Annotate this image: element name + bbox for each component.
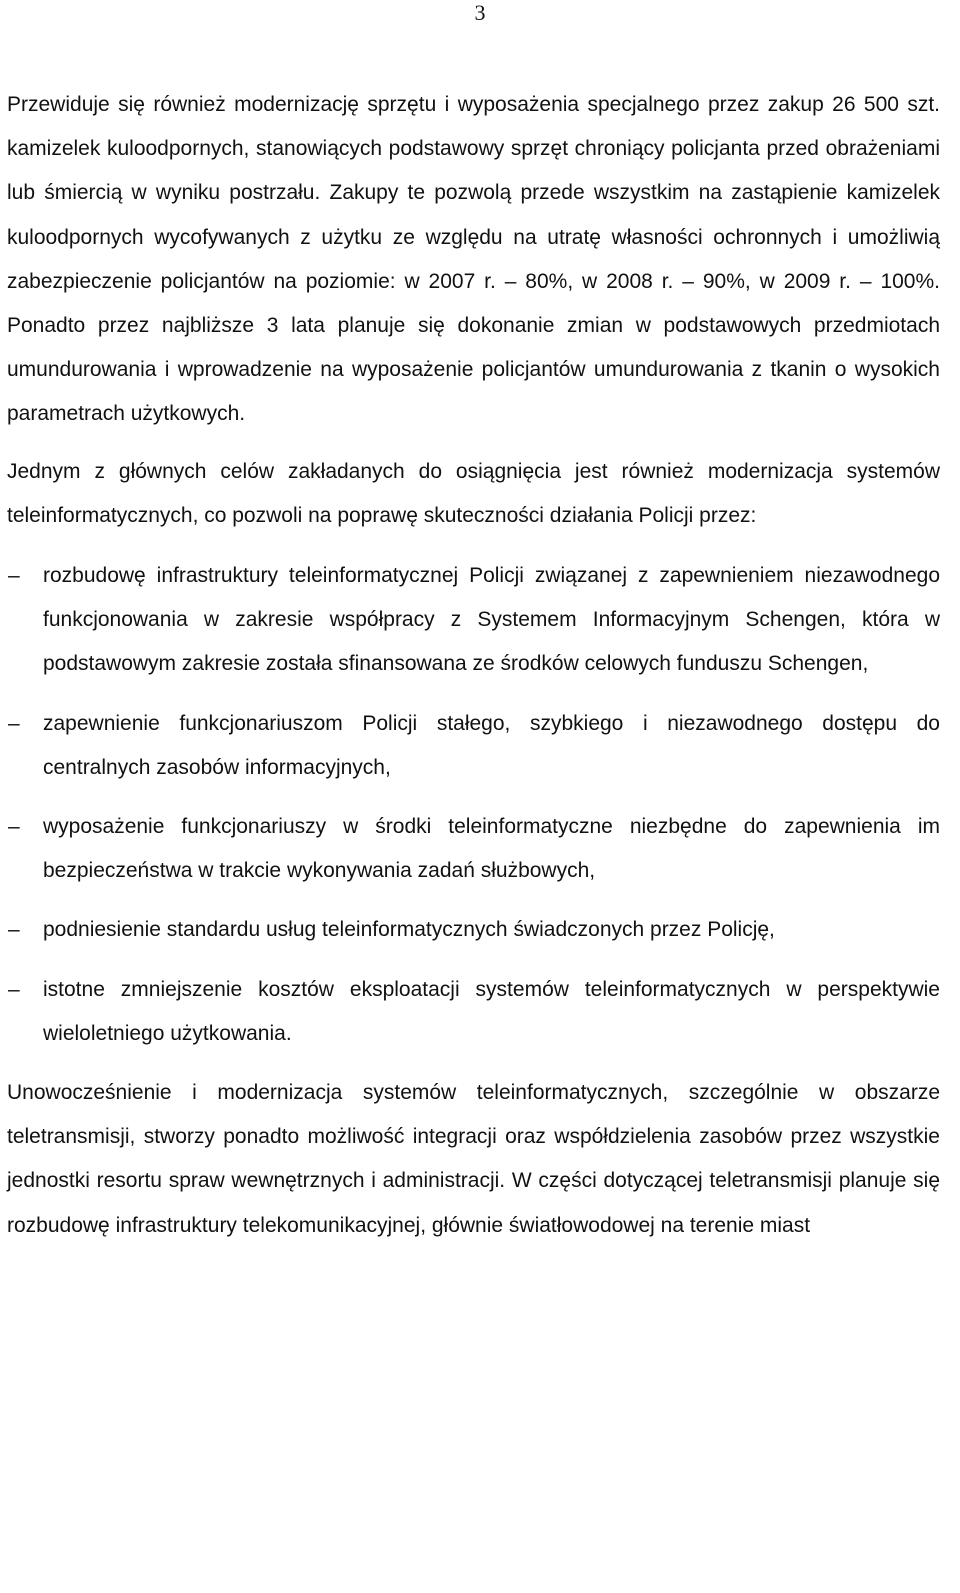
paragraph-it-modernization-intro: Jednym z głównych celów zakładanych do osiągnięcia jest również modernizacja systemów teleinformatycznych, co pozwoli na poprawę skuteczności działania Policji przez:: [7, 459, 940, 527]
list-item-text: istotne zmniejszenie kosztów eksploatacji systemów teleinformatycznych w perspektywie wieloletniego użytkowania.: [43, 977, 940, 1045]
document-body: [7, 83, 940, 1248]
goals-list: [7, 554, 940, 1056]
list-item-text: podniesienie standardu usług teleinformatycznych świadczonych przez Policję,: [43, 918, 775, 942]
list-item: [7, 554, 940, 687]
list-item-text: zapewnienie funkcjonariuszom Policji stałego, szybkiego i niezawodnego dostępu do centralnych zasobów informacyjnych,: [43, 711, 940, 779]
list-item: [7, 908, 940, 952]
page-number: 3: [474, 0, 486, 25]
paragraph-teletransmission: Unowocześnienie i modernizacja systemów teleinformatycznych, szczególnie w obszarze teletransmisji, stworzy ponadto możliwość integracji oraz współdzielenia zasobów przez wszystkie jednostki resortu spraw wewnętrznych i administracji. W części dotyczącej teletransmisji planuje się rozbudowę infrastruktury telekomunikacyjnej, głównie światłowodowej na terenie miast: [7, 1081, 940, 1237]
list-item-text: rozbudowę infrastruktury teleinformatycznej Policji związanej z zapewnieniem niezawodnego funkcjonowania w zakresie współpracy z Systemem Informacyjnym Schengen, która w podstawowym zakresie została sfinansowana ze środków celowych funduszu Schengen,: [43, 564, 940, 676]
dash-bullet-icon: –: [8, 815, 20, 839]
list-item: [7, 805, 940, 893]
list-item: [7, 702, 940, 790]
list-item: [7, 968, 940, 1056]
paragraph-equipment-modernization: Przewiduje się również modernizację sprzętu i wyposażenia specjalnego przez zakup 26 500 szt. kamizelek kuloodpornych, stanowiących podstawowy sprzęt chroniący policjanta przed obrażeniami lub śmiercią w wyniku postrzału. Zakupy te pozwolą przede wszystkim na zastąpienie kamizelek kuloodpornych wycofywanych z użytku ze względu na utratę własności ochronnych i umożliwią zabezpieczenie policjantów na poziomie: w 2007 r. – 80%, w 2008 r. – 90%, w 2009 r. – 100%. Ponadto przez najbliższe 3 lata planuje się dokonanie zmian w podstawowych przedmiotach umundurowania i wprowadzenie na wyposażenie policjantów umundurowania z tkanin o wysokich parametrach użytkowych.: [7, 93, 940, 426]
dash-bullet-icon: –: [8, 711, 20, 735]
dash-bullet-icon: –: [8, 918, 20, 942]
list-item-text: wyposażenie funkcjonariuszy w środki teleinformatyczne niezbędne do zapewnienia im bezpieczeństwa w trakcie wykonywania zadań służbowych,: [43, 815, 940, 883]
dash-bullet-icon: –: [8, 564, 20, 588]
dash-bullet-icon: –: [8, 977, 20, 1001]
